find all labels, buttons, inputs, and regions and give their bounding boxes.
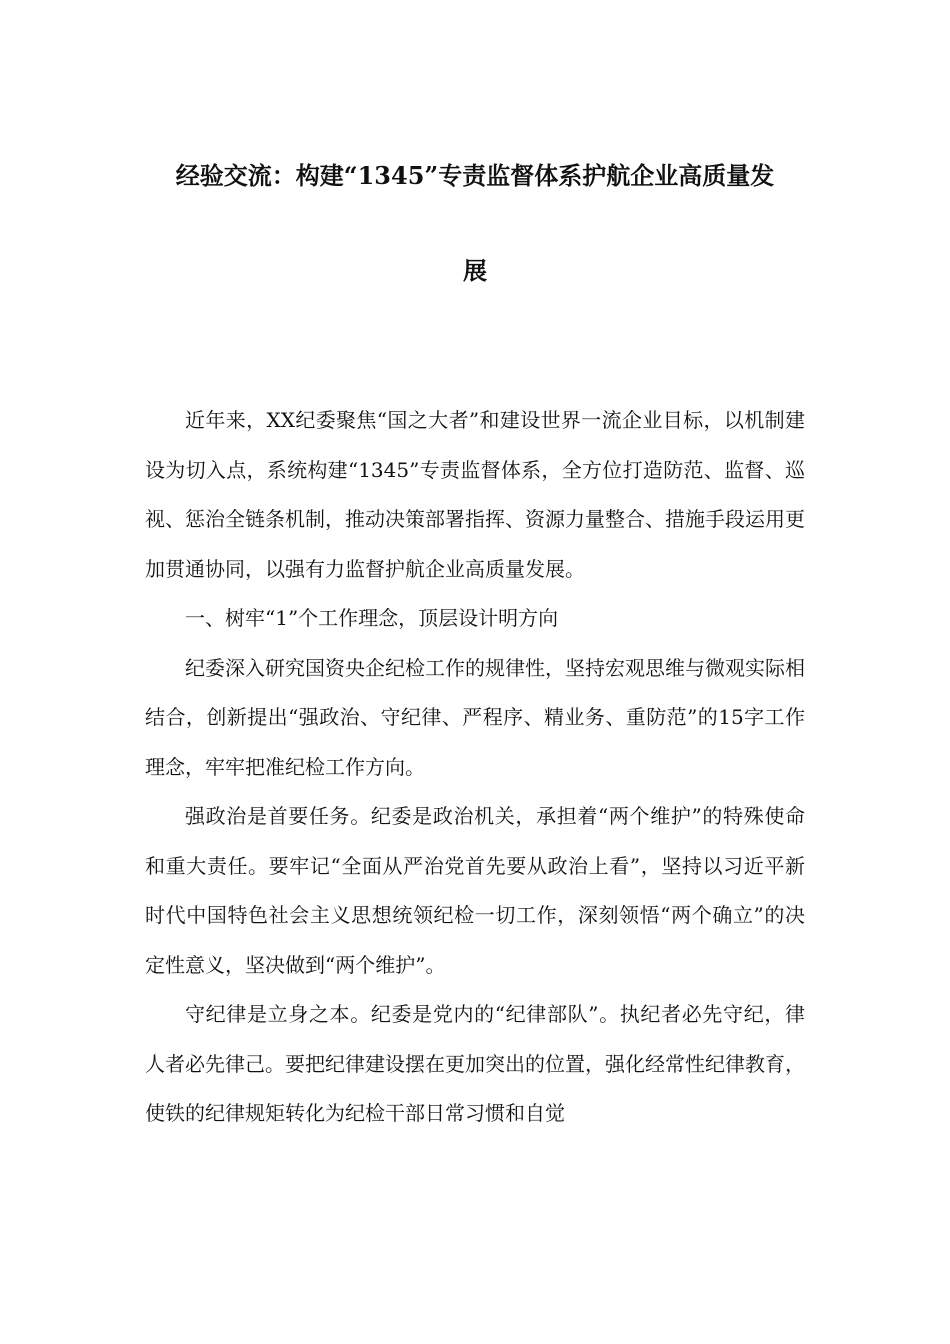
body-paragraph: 强政治是首要任务。纪委是政治机关，承担着“两个维护”的特殊使命和重大责任。要牢记“全面从严治党首先要从政治上看”，坚持以习近平新时代中国特色社会主义思想统领纪检一切工作，深刻领悟“两个确立”的决定性意义，坚决做到“两个维护”。 (145, 804, 805, 977)
document-title-line-1: 经验交流：构建“1345”专责监督体系护航企业高质量发 (175, 161, 775, 190)
section-heading-1: 一、树牢“1”个工作理念，顶层设计明方向 (185, 606, 559, 630)
document-body (145, 396, 805, 1139)
body-paragraph: 纪委深入研究国资央企纪检工作的规律性，坚持宏观思维与微观实际相结合，创新提出“强政治、守纪律、严程序、精业务、重防范”的15字工作理念，牢牢把准纪检工作方向。 (145, 655, 805, 779)
document-title-line-2: 展 (463, 256, 487, 285)
intro-paragraph: 近年来，XX纪委聚焦“国之大者”和建设世界一流企业目标，以机制建设为切入点，系统构建“1345”专责监督体系，全方位打造防范、监督、巡视、惩治全链条机制，推动决策部署指挥、资源力量整合、措施手段运用更加贯通协同，以强有力监督护航企业高质量发展。 (145, 408, 805, 581)
body-paragraph: 守纪律是立身之本。纪委是党内的“纪律部队”。执纪者必先守纪，律人者必先律己。要把纪律建设摆在更加突出的位置，强化经常性纪律教育，使铁的纪律规矩转化为纪检干部日常习惯和自觉 (145, 1002, 805, 1125)
